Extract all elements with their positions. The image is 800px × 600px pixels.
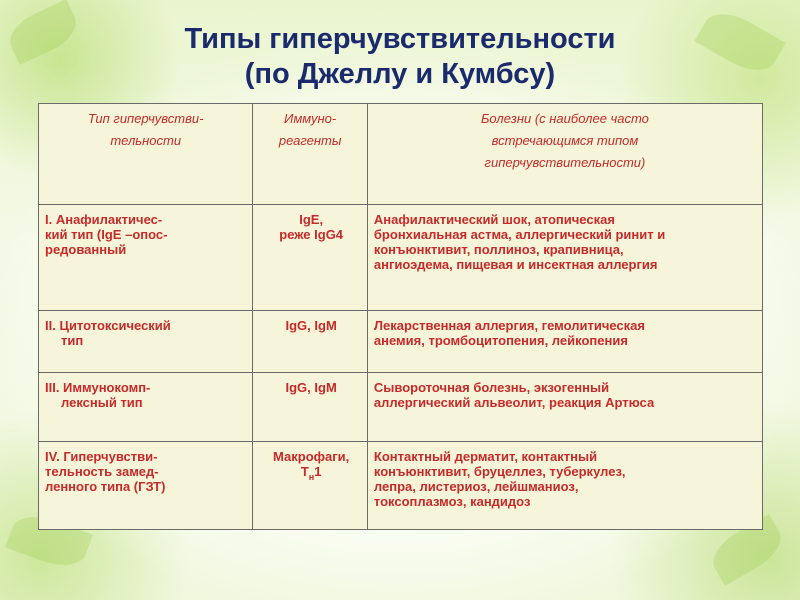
header-type (39, 104, 253, 205)
cell-text (259, 464, 363, 485)
cell-reagents (253, 442, 368, 530)
reagent-tail: 1 (314, 464, 322, 479)
cell-diseases (367, 205, 762, 311)
cell-text: тип (61, 333, 84, 348)
cell-reagents (253, 373, 368, 442)
cell-text: бронхиальная астма, аллергический ринит и (373, 227, 666, 242)
header-diseases-line: гиперчувствительности) (484, 155, 646, 170)
table-row (39, 205, 763, 311)
cell-text: IgG, IgM (285, 380, 337, 395)
cell-text: конъюнктивит, бруцеллез, туберкулез, (373, 464, 626, 479)
cell-text: конъюнктивит, поллиноз, крапивница, (373, 242, 624, 257)
title-line-1: Типы гиперчувствительности (184, 23, 616, 55)
cell-text: IgE, (299, 212, 324, 227)
cell-diseases (367, 311, 762, 373)
reagent-t: T (300, 464, 309, 479)
cell-text: II. Цитотоксический (45, 318, 171, 333)
header-diseases (367, 104, 762, 205)
cell-text: лексный тип (61, 395, 143, 410)
cell-reagents (253, 311, 368, 373)
table-row (39, 311, 763, 373)
table-row (39, 373, 763, 442)
header-type-line: Тип гиперчувстви- (87, 111, 204, 126)
cell-type (39, 311, 253, 373)
header-reagents-line: реагенты (278, 133, 342, 148)
cell-diseases (367, 442, 762, 530)
cell-text: Макрофаги, (273, 449, 350, 464)
cell-text: аллергический альвеолит, реакция Артюса (373, 395, 655, 410)
cell-text: тельность замед- (45, 464, 159, 479)
hypersensitivity-table (38, 103, 763, 530)
cell-text: IgG, IgM (285, 318, 337, 333)
table-header-row (39, 104, 763, 205)
cell-text: Контактный дерматит, контактный (373, 449, 598, 464)
cell-reagents (253, 205, 368, 311)
cell-text: Сывороточная болезнь, экзогенный (373, 380, 610, 395)
cell-text: III. Иммунокомп- (45, 380, 151, 395)
cell-text: IV. Гиперчувстви- (45, 449, 158, 464)
title-line-2: (по Джеллу и Кумбсу) (244, 58, 556, 90)
cell-type (39, 442, 253, 530)
cell-text: редованный (45, 242, 127, 257)
table-row (39, 442, 763, 530)
header-type-line: тельности (110, 133, 182, 148)
cell-text: Лекарственная аллергия, гемолитическая (373, 318, 645, 333)
reagent-subscript: н (308, 472, 315, 482)
cell-text: ленного типа (ГЗТ) (45, 479, 166, 494)
cell-text: анемия, тромбоцитопения, лейкопения (373, 333, 628, 348)
header-diseases-line: встречающимся типом (491, 133, 639, 148)
header-reagents-line: Иммуно- (284, 111, 337, 126)
cell-type (39, 373, 253, 442)
header-reagents (253, 104, 368, 205)
cell-text: ангиоэдема, пищевая и инсектная аллергия (373, 257, 658, 272)
slide-title (0, 22, 800, 92)
cell-text: I. Анафилактичес- (45, 212, 163, 227)
cell-type (39, 205, 253, 311)
header-diseases-line: Болезни (с наиболее часто (480, 111, 649, 126)
cell-text: кий тип (IgE –опос- (45, 227, 168, 242)
cell-text: лепра, листериоз, лейшманиоз, (373, 479, 579, 494)
cell-text: Анафилактический шок, атопическая (373, 212, 615, 227)
cell-text: реже IgG4 (279, 227, 344, 242)
cell-text: токсоплазмоз, кандидоз (373, 494, 531, 509)
cell-diseases (367, 373, 762, 442)
